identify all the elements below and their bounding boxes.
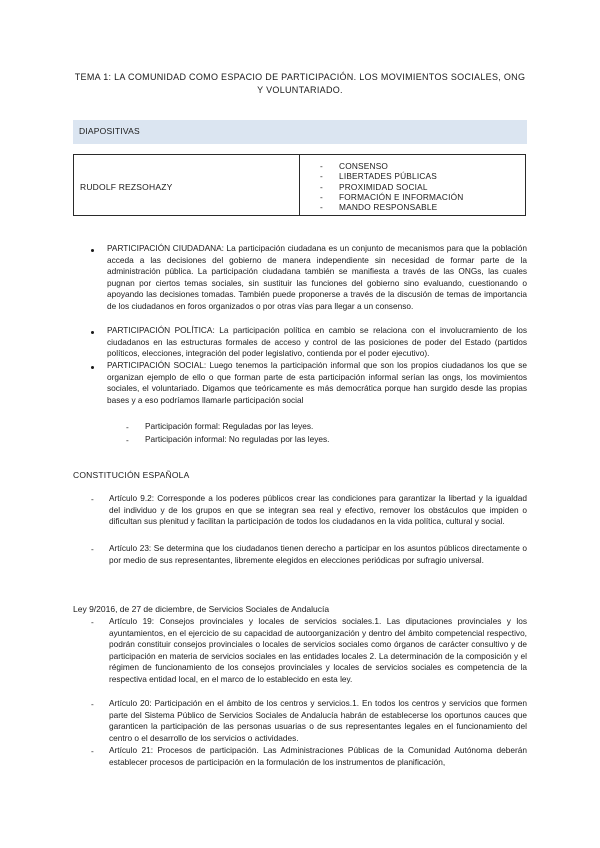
list-item: - LIBERTADES PÚBLICAS [320,171,463,181]
dash-marker: - [126,422,129,432]
sub-item-formal: Participación formal: Reguladas por las leyes. [145,421,314,431]
section-band-label: DIAPOSITIVAS [79,126,140,136]
bullet-dot-icon [91,331,94,334]
page-title: TEMA 1: LA COMUNIDAD COMO ESPACIO DE PARTICIPACIÓN. LOS MOVIMIENTOS SOCIALES, ONG Y VOLUNTARIADO. [74,72,526,95]
sub-item-informal: Participación informal: No reguladas por las leyes. [145,434,330,444]
list-item: - MANDO RESPONSABLE [320,202,463,212]
summary-table [73,154,526,216]
bullet-dot-icon [91,366,94,369]
dash-marker: - [91,494,94,504]
articulo-9-2: Artículo 9.2: Corresponde a los poderes públicos crear las condiciones para garantizar la libertad y la igualdad del individuo y de los grupos en que se integran sea real y efectivo, remover los obstáculos que impiden o dificultan sus plenitud y facilitan la participación de todos los ciudadanos en la vida política, cultural y social. [109,493,527,527]
dash-marker: - [126,435,129,445]
author-cell: RUDOLF REZSOHAZY [80,182,173,192]
dash-marker: - [91,746,94,756]
list-item: - PROXIMIDAD SOCIAL [320,182,463,192]
articulo-21: Artículo 21: Procesos de participación. Las Administraciones Públicas de la Comunidad Autónoma deberán establecer procesos de participación en la formulación de los instrumentos de planificación, [109,745,527,767]
dash-marker: - [91,544,94,554]
articulo-19: Artículo 19: Consejos provinciales y locales de servicios sociales.1. Las diputaciones provinciales y los ayuntamientos, en el ejercicio de su capacidad de autoorganización y dentro del ámbito competencial respectivo, podrán constituir consejos provinciales o locales de servicios sociales como órganos de carácter consultivo y de participación en materia de servicios sociales en las entidades locales 2. La determinación de la composición y el régimen de funcionamiento de los consejos provinciales y locales de servicios sociales es competencia de la respectiva entidad local, en el marco de lo establecido en esta ley. [109,616,527,684]
bullet-participacion-politica: PARTICIPACIÓN POLÍTICA: La participación política en cambio se relaciona con el involucramiento de los ciudadanos en las estructuras formales de acceso y control de las posiciones de poder del Estado (partidos políticos, elecciones, integración del poder legislativo, contienda por el poder ejecutivo). [107,325,527,359]
bullet-participacion-social: PARTICIPACIÓN SOCIAL: Luego tenemos la participación informal que son los propios ciudadanos los que se organizan ejemplo de ello o que forman parte de esta participación informal serían las ongs, los movimientos sociales, el voluntariado. Digamos que teóricamente es más democrática porque han surgido desde las propias bases y a eso podríamos llamarle participación social [107,360,527,405]
articulo-20: Artículo 20: Participación en el ámbito de los centros y servicios.1. En todos los centros y servicios que formen parte del Sistema Público de Servicios Sociales de Andalucía habrán de establecerse los oportunos cauces que garanticen la participación de las personas usuarias o de sus representantes legales en el funcionamiento del centro o el desarrollo de los servicios o actividades. [109,698,527,743]
bullet-participacion-ciudadana: PARTICIPACIÓN CIUDADANA: La participación ciudadana es un conjunto de mecanismos para que la población acceda a las decisiones del gobierno de manera independiente sin necesidad de formar parte de la administración pública. La participación ciudadana también se manifiesta a través de las ONGs, las cuales pugnan por ciertos temas sociales, sin sustituir las funciones del gobierno sino evaluando, cuestionando o apoyando las decisiones tomadas. También puede proponerse a través de la discusión de temas de importancia de los ciudadanos en foros organizados o por otras vías para llegar a un consenso. [107,243,527,311]
list-item: - FORMACIÓN E INFORMACIÓN [320,192,463,202]
bullet-dot-icon [91,249,94,252]
section-band [73,120,527,144]
list-item: - CONSENSO [320,161,463,171]
heading-ley: Ley 9/2016, de 27 de diciembre, de Servicios Sociales de Andalucía [73,604,330,614]
dash-marker: - [91,617,94,627]
articulo-23: Artículo 23: Se determina que los ciudadanos tienen derecho a participar en los asuntos públicos directamente o por medio de sus representantes, libremente elegidos en elecciones periódicas por sufragio universal. [109,543,527,565]
dash-marker: - [91,699,94,709]
concept-list [320,161,463,212]
heading-constitucion: CONSTITUCIÓN ESPAÑOLA [73,470,190,480]
table-divider [299,155,300,215]
